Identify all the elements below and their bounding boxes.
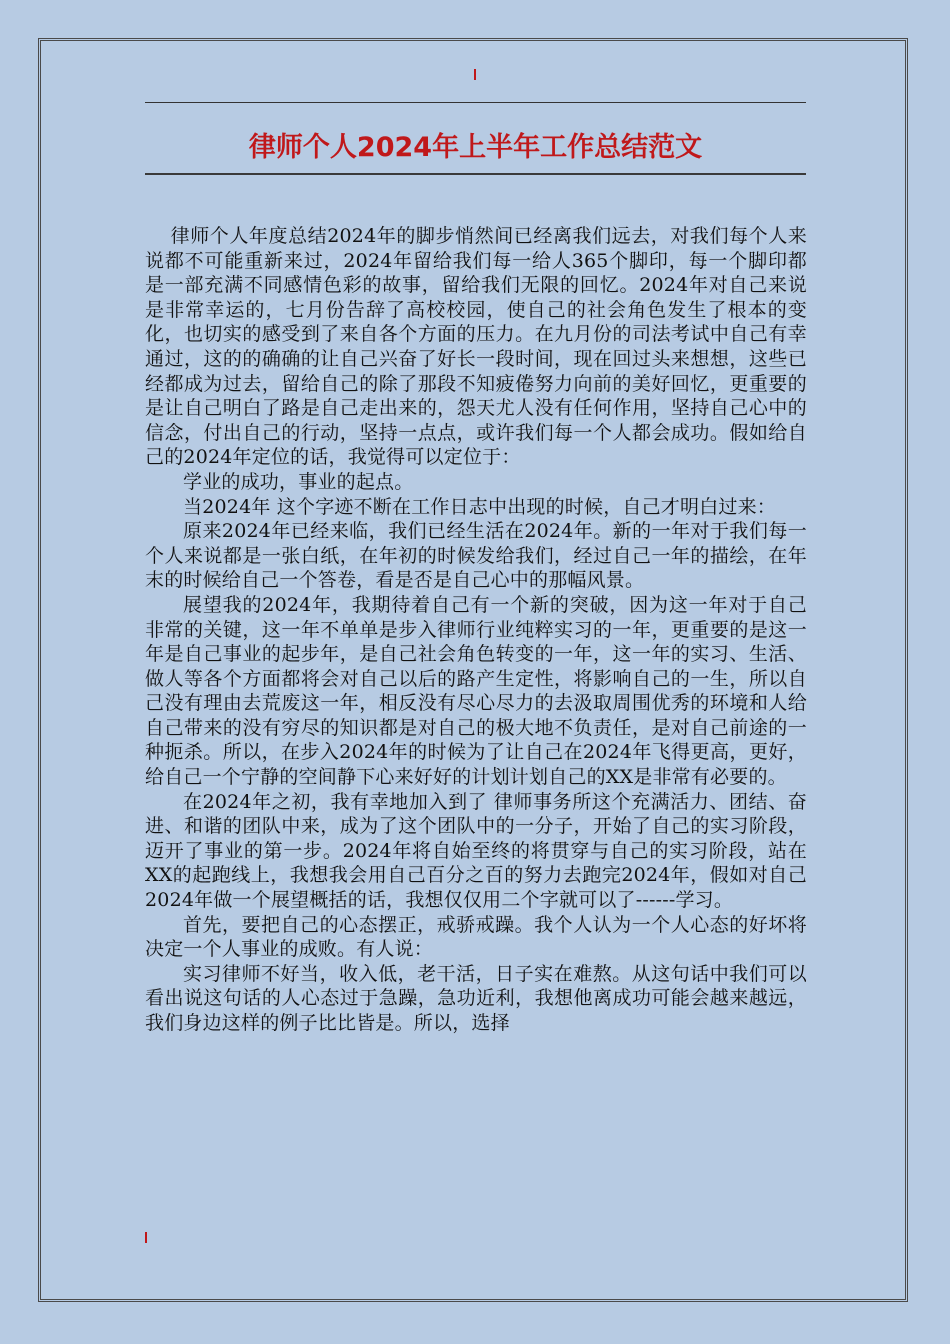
paragraph-7: 首先，要把自己的心态摆正，戒骄戒躁。我个人认为一个人心态的好坏将决定一个人事业的成败。有人说： <box>145 913 807 961</box>
paragraph-1: 律师个人年度总结2024年的脚步悄然间已经离我们远去，对我们每个人来说都不可能重新来过，2024年留给我们每一给人365个脚印，每一个脚印都是一部充满不同感情色彩的故事，留给我们无限的回忆。2024年对自己来说是非常幸运的，七月份告辞了高校校园，使自己的社会角色发生了根本的变化，也切实的感受到了来自各个方面的压力。在九月份的司法考试中自己有幸通过，这的的确确的让自己兴奋了好长一段时间，现在回过头来想想，这些已经都成为过去，留给自己的除了那段不知疲倦努力向前的美好回忆，更重要的是让自己明白了路是自己走出来的，怨天尤人没有任何作用，坚持自己心中的信念，付出自己的行动，坚持一点点，或许我们每一个人都会成功。假如给自己的2024年定位的话，我觉得可以定位于： <box>145 225 807 469</box>
paragraph-6: 在2024年之初，我有幸地加入到了 律师事务所这个充满活力、团结、奋进、和谐的团队中来，成为了这个团队中的一分子，开始了自己的实习阶段，迈开了事业的第一步。2024年将自始至终的将贯穿与自己的实习阶段，站在XX的起跑线上，我想我会用自己百分之百的努力去跑完2024年，假如对自己2024年做一个展望概括的话，我想仅仅用二个字就可以了------学习。 <box>145 790 807 912</box>
bottom-margin-mark <box>145 1232 147 1243</box>
header-rule <box>145 102 806 103</box>
top-margin-mark <box>474 69 476 80</box>
document-title: 律师个人2024年上半年工作总结范文 <box>248 132 703 163</box>
paragraph-8: 实习律师不好当，收入低，老干活，日子实在难熬。从这句话中我们可以看出说这句话的人心态过于急躁，急功近利，我想他离成功可能会越来越远，我们身边这样的例子比比皆是。所以，选择 <box>145 962 807 1034</box>
paragraph-2: 学业的成功，事业的起点。 <box>183 470 414 493</box>
paragraph-4: 原来2024年已经来临，我们已经生活在2024年。新的一年对于我们每一个人来说都是一张白纸，在年初的时候发给我们，经过自己一年的描绘，在年末的时候给自己一个答卷，看是否是自己心中的那幅风景。 <box>145 520 807 592</box>
paragraph-5: 展望我的2024年，我期待着自己有一个新的突破，因为这一年对于自己非常的关键，这一年不单单是步入律师行业纯粹实习的一年，更重要的是这一年是自己事业的起步年，是自己社会角色转变的一年，这一年的实习、生活、做人等各个方面都将会对自己以后的路产生定性，将影响自己的一生，所以自己没有理由去荒废这一年，相反没有尽心尽力的去汲取周围优秀的环境和人给自己带来的没有穷尽的知识都是对自己的极大地不负责任，是对自己前途的一种扼杀。所以，在步入2024年的时候为了让自己在2024年飞得更高，更好，给自己一个宁静的空间静下心来好好的计划计划自己的XX是非常有必要的。 <box>145 593 807 789</box>
paragraph-3: 当2024年 这个字迹不断在工作日志中出现的时候，自己才明白过来： <box>183 495 776 518</box>
title-underline <box>145 173 806 175</box>
document-body <box>145 224 807 1036</box>
